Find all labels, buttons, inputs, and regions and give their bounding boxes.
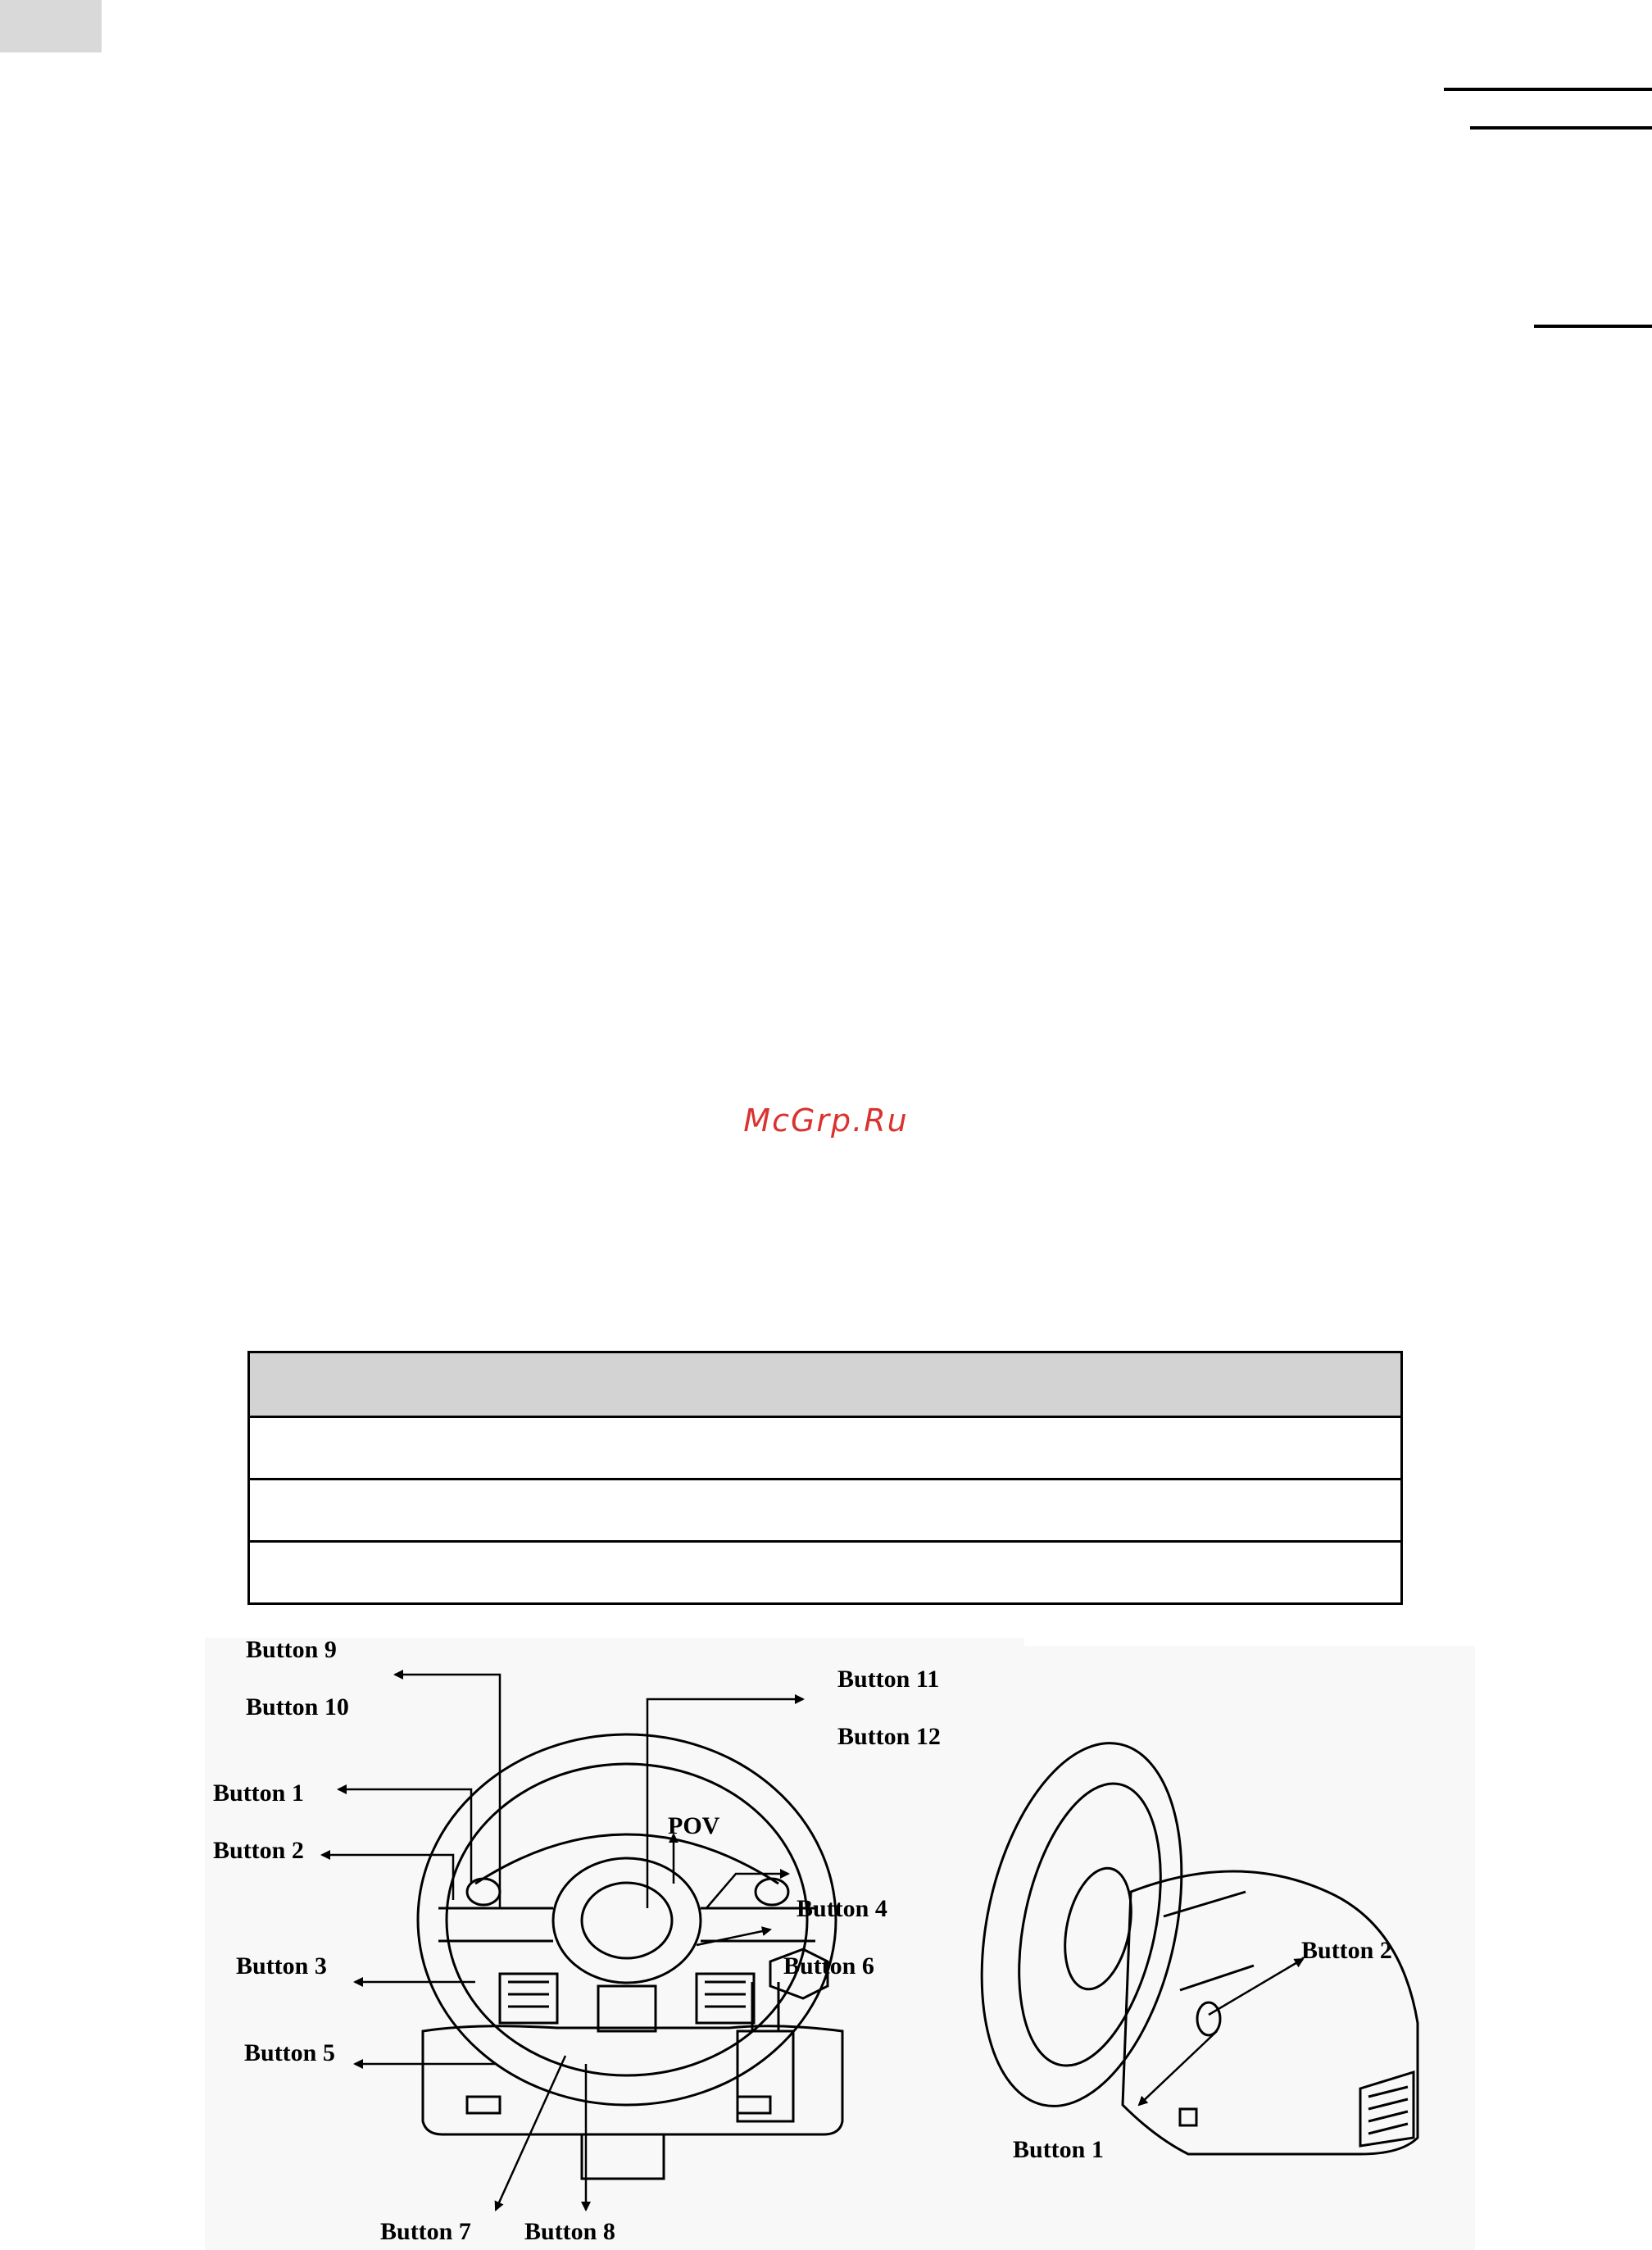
table-cell [249,1480,1402,1542]
label-side-button-2: Button 2 [1301,1937,1392,1964]
center-lower-block [598,1986,656,2031]
leader-button-6 [697,1930,770,1945]
side-slot [1180,2109,1196,2125]
label-button-2: Button 2 [213,1837,304,1864]
label-button-12: Button 12 [837,1723,941,1750]
header-rule-3 [1534,325,1652,328]
wheel-side-view-figure [975,1646,1475,2250]
table-cell [249,1417,1402,1480]
watermark: McGrp.Ru [743,1102,909,1139]
lower-grille-right [697,1974,754,2023]
leader-side-button-1 [1139,2031,1217,2105]
leader-button-11-12 [647,1699,803,1908]
gear-shifter [738,1982,793,2121]
right-top-button [756,1879,788,1905]
header-rule-2 [1470,126,1652,130]
table-row [249,1480,1402,1542]
spec-table [247,1351,1403,1605]
cable [582,2134,664,2179]
header-rule-1 [1444,88,1652,91]
corner-tab [0,0,102,52]
leader-button-1 [338,1789,471,1884]
label-button-3: Button 3 [236,1952,327,1980]
base-slot-left [467,2097,500,2113]
label-button-6: Button 6 [783,1952,874,1980]
wheel-outer-rim [418,1734,836,2105]
leader-button-2 [322,1855,453,1900]
wheel-hub-inner [582,1883,672,1958]
side-wheel-inner [996,1770,1183,2079]
label-button-4: Button 4 [796,1895,887,1922]
wheel-hub-outer [553,1858,701,1983]
label-button-8: Button 8 [524,2218,615,2245]
label-button-11: Button 11 [837,1666,940,1693]
side-paddle [1197,2002,1220,2035]
table-cell [249,1352,1402,1417]
side-grille [1360,2072,1414,2146]
label-side-button-1: Button 1 [1013,2136,1104,2163]
wheel-front-view-figure [205,1638,1024,2250]
leader-side-button-2 [1209,1959,1303,2015]
label-button-1: Button 1 [213,1780,304,1807]
label-button-7: Button 7 [380,2218,471,2245]
base-body [423,2026,842,2134]
table-header-row [249,1352,1402,1417]
leader-button-9-10 [395,1675,500,1908]
table-row [249,1417,1402,1480]
base-slot-right [738,2097,770,2113]
label-button-10: Button 10 [246,1693,349,1720]
label-button-5: Button 5 [244,2039,335,2066]
label-pov: POV [668,1812,720,1839]
table-row [249,1542,1402,1604]
table-cell [249,1542,1402,1604]
side-column [1164,1892,1254,1990]
leader-button-7 [496,2056,565,2210]
lower-grille-left [500,1974,557,2023]
label-button-9: Button 9 [246,1636,337,1663]
side-wheel-rim [975,1725,1212,2125]
spoke-left [438,1908,553,1941]
side-base-body [1123,1871,1418,2154]
